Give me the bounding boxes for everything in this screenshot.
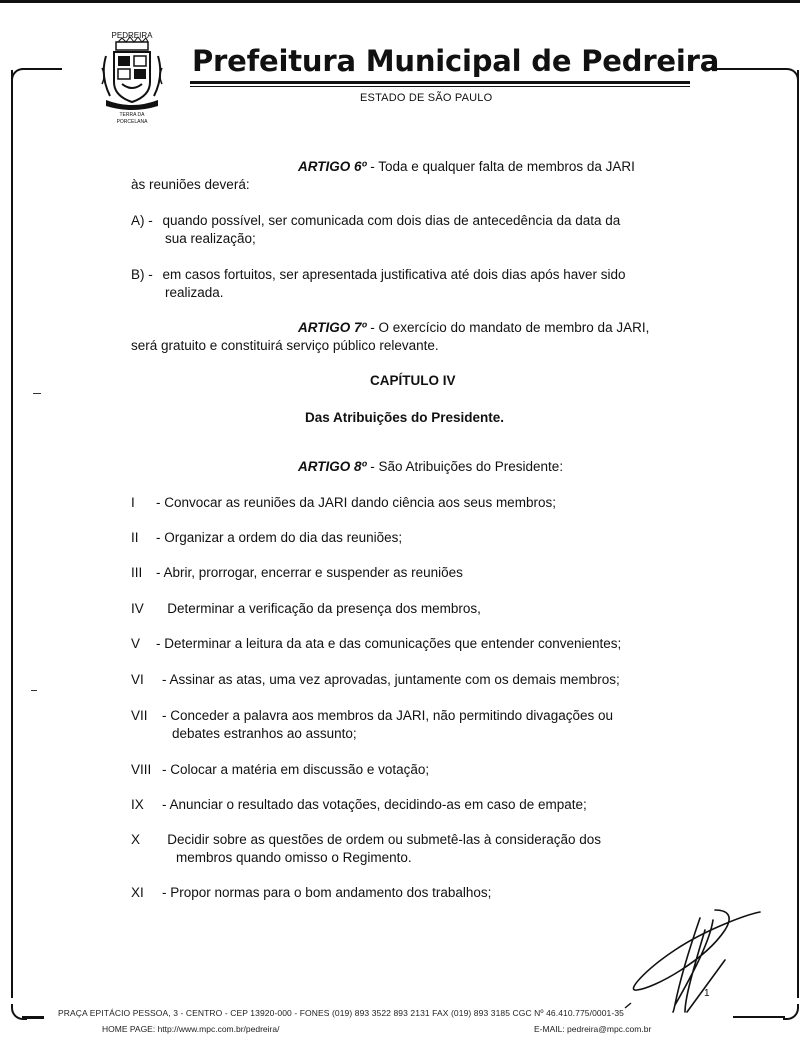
item-text: quando possível, ser comunicada com dois dias de antecedência da data da xyxy=(162,213,621,228)
frame-line xyxy=(22,68,62,70)
item-number: IX xyxy=(131,797,144,812)
frame-corner xyxy=(783,1004,799,1020)
item-text: - Conceder a palavra aos membros da JARI, não permitindo divagações ou xyxy=(162,708,613,723)
item-text: - Propor normas para o bom andamento dos trabalhos; xyxy=(162,885,492,900)
scan-mark xyxy=(31,690,37,691)
item-number: VI xyxy=(131,672,144,687)
page-number: 1 xyxy=(704,988,710,999)
item-text: - Anunciar o resultado das votações, decidindo-as em caso de empate; xyxy=(162,797,587,812)
frame-line xyxy=(733,1016,785,1018)
art7-line2: será gratuito e constituirá serviço público relevante. xyxy=(131,338,439,353)
chapter-title: CAPÍTULO IV xyxy=(370,373,456,388)
page-title: Prefeitura Municipal de Pedreira xyxy=(192,44,720,78)
item-text-cont: sua realização; xyxy=(165,231,256,246)
art7-label: ARTIGO 7º xyxy=(298,320,367,335)
footer-address: PRAÇA EPITÁCIO PESSOA, 3 - CENTRO - CEP 13920-000 - FONES (019) 893 3522 893 2131 FAX (019) 893 3185 CGC Nº 46.410.775/0001-35 xyxy=(58,1008,624,1018)
art6-item-b xyxy=(131,266,626,284)
art8-heading xyxy=(298,458,563,476)
chapter-subtitle: Das Atribuições do Presidente. xyxy=(305,410,505,425)
item-text: - Colocar a matéria em discussão e votação; xyxy=(162,762,430,777)
item-number: IV xyxy=(131,601,144,616)
item-text-cont: realizada. xyxy=(165,285,224,300)
signature-icon xyxy=(615,900,785,1015)
item-text: Determinar a verificação da presença dos membros, xyxy=(156,601,481,616)
coat-of-arms-icon xyxy=(92,28,172,124)
frame-border-right xyxy=(797,70,799,998)
item-number: V xyxy=(131,636,141,651)
item-number: VII xyxy=(131,708,148,723)
item-number: XI xyxy=(131,885,144,900)
item-number: II xyxy=(131,530,139,545)
item-marker: A) - xyxy=(131,213,153,228)
scan-top-edge xyxy=(0,0,800,3)
art6-label: ARTIGO 6º xyxy=(298,159,367,174)
page-subtitle: ESTADO DE SÃO PAULO xyxy=(360,92,493,104)
art6-line2: às reuniões deverá: xyxy=(131,177,250,192)
item-text: - Abrir, prorrogar, encerrar e suspender as reuniões xyxy=(156,565,463,580)
item-number: X xyxy=(131,832,141,847)
footer-homepage[interactable]: HOME PAGE: http://www.mpc.com.br/pedreira/ xyxy=(102,1024,280,1034)
art6-line1: - Toda e qualquer falta de membros da JARI xyxy=(366,159,635,174)
footer-email[interactable]: E-MAIL: pedreira@mpc.com.br xyxy=(534,1024,652,1034)
item-number: I xyxy=(131,495,135,510)
frame-line xyxy=(22,1016,44,1019)
item-text: - Assinar as atas, uma vez aprovadas, juntamente com os demais membros; xyxy=(162,672,620,687)
item-number: VIII xyxy=(131,762,152,777)
title-underline xyxy=(190,86,690,87)
svg-text:PORCELANA: PORCELANA xyxy=(116,119,148,124)
art8-line1: - São Atribuições do Presidente: xyxy=(366,459,564,474)
art7-line1: - O exercício do mandato de membro da JARI, xyxy=(366,320,650,335)
frame-corner xyxy=(11,68,27,84)
item-marker: B) - xyxy=(131,267,153,282)
item-text-cont: membros quando omisso o Regimento. xyxy=(176,850,412,865)
crest-top-text: PEDREIRA xyxy=(111,31,153,40)
item-text: - Convocar as reuniões da JARI dando ciência aos seus membros; xyxy=(156,495,556,510)
art8-label: ARTIGO 8º xyxy=(298,459,367,474)
item-number: III xyxy=(131,565,143,580)
art7-heading xyxy=(298,319,649,337)
frame-border-left xyxy=(11,70,13,998)
item-text: em casos fortuitos, ser apresentada justificativa até dois dias após haver sido xyxy=(162,267,626,282)
item-text: Decidir sobre as questões de ordem ou submetê-las à consideração dos xyxy=(156,832,601,847)
scan-mark xyxy=(33,393,41,394)
svg-text:TERRA DA: TERRA DA xyxy=(119,112,145,118)
art6-heading xyxy=(298,158,635,176)
item-text: - Organizar a ordem do dia das reuniões; xyxy=(156,530,403,545)
title-underline xyxy=(190,81,690,84)
item-text: - Determinar a leitura da ata e das comunicações que entender convenientes; xyxy=(156,636,622,651)
art6-item-a xyxy=(131,212,620,230)
item-text-cont: debates estranhos ao assunto; xyxy=(172,726,357,741)
